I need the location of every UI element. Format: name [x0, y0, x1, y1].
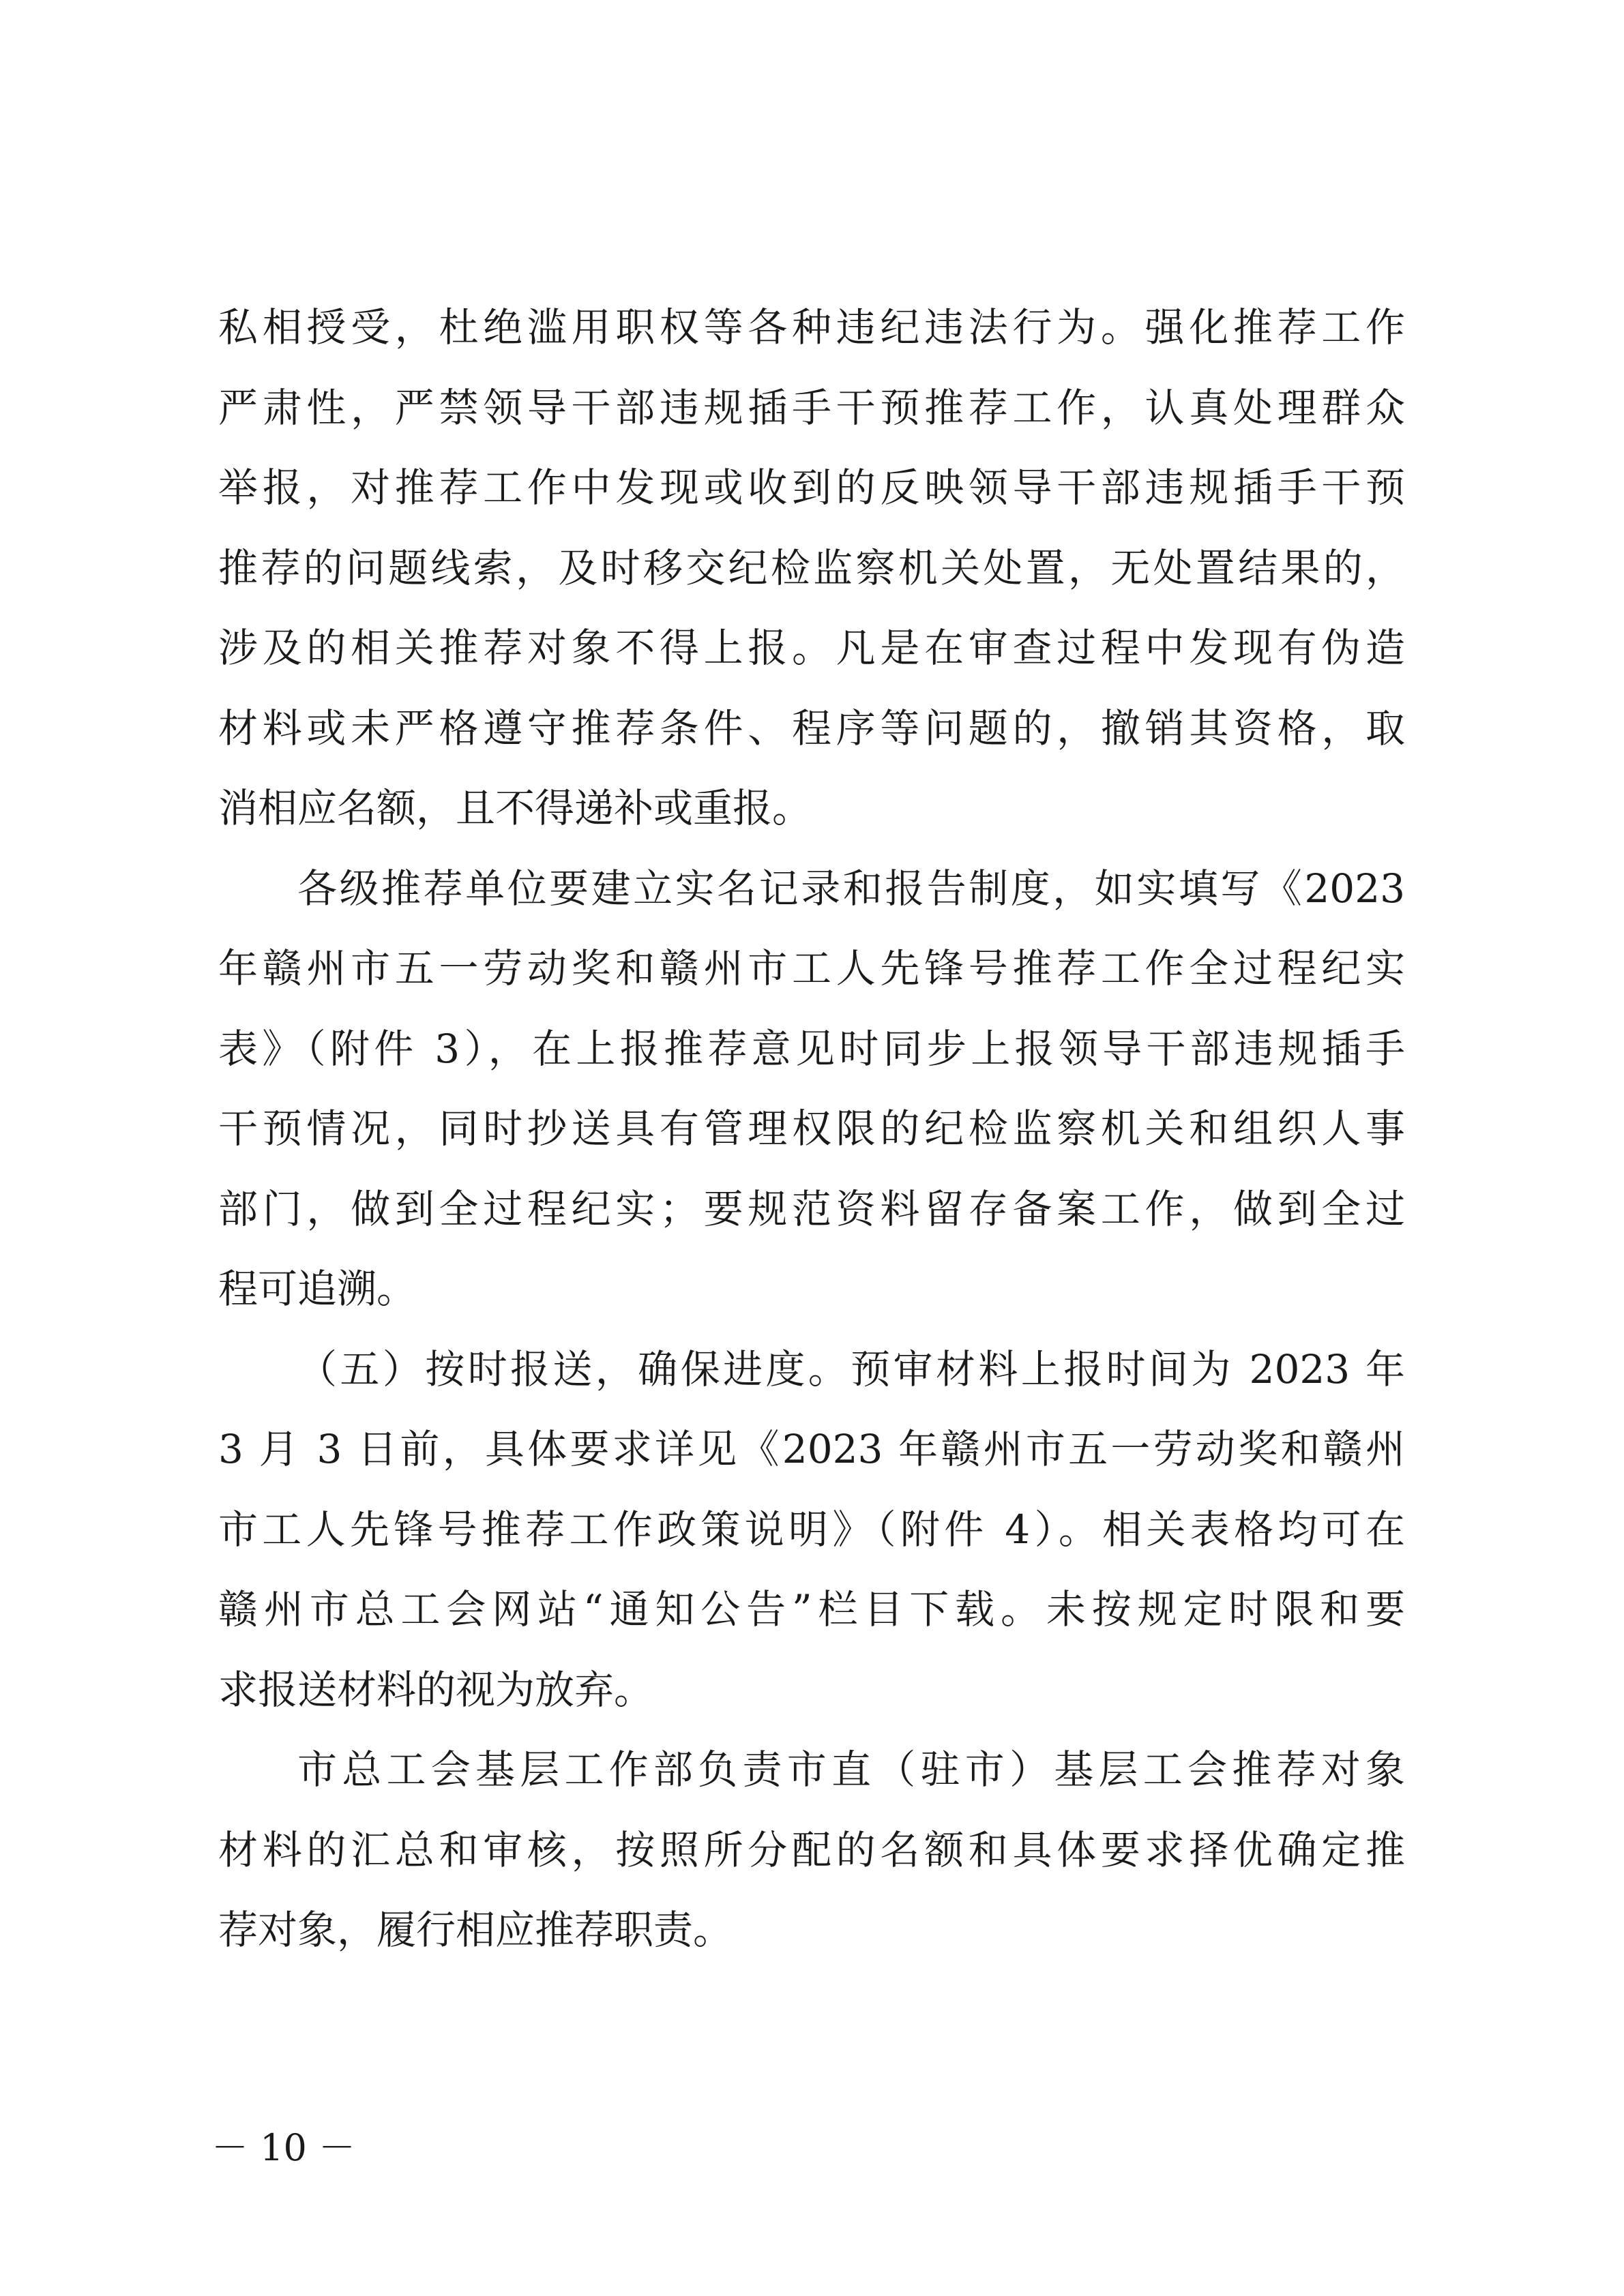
- body-text-line: 严肃性，严禁领导干部违规插手干预推荐工作，认真处理群众: [218, 385, 1405, 431]
- body-text-line: 3 月 3 日前，具体要求详见《2023 年赣州市五一劳动奖和赣州: [218, 1426, 1405, 1472]
- body-text-line: 部门，做到全过程纪实；要规范资料留存备案工作，做到全过: [218, 1186, 1405, 1232]
- body-text-line: 举报，对推荐工作中发现或收到的反映领导干部违规插手干预: [218, 464, 1405, 511]
- section-heading-line: （五）按时报送，确保进度。预审材料上报时间为 2023 年: [297, 1346, 1405, 1392]
- body-text-line: 荐对象，履行相应推荐职责。: [218, 1907, 733, 1953]
- body-text-line: 市工人先锋号推荐工作政策说明》（附件 4）。相关表格均可在: [218, 1506, 1405, 1553]
- body-text-line: 表》（附件 3），在上报推荐意见时同步上报领导干部违规插手: [218, 1026, 1405, 1072]
- body-text-line: 推荐的问题线索，及时移交纪检监察机关处置，无处置结果的，: [218, 545, 1405, 591]
- body-text-line: 消相应名额，且不得递补或重报。: [218, 785, 812, 831]
- body-text-line: 程可追溯。: [218, 1266, 417, 1312]
- body-text-line: 求报送材料的视为放弃。: [218, 1667, 654, 1713]
- paragraph-first-line: 各级推荐单位要建立实名记录和报告制度，如实填写《2023: [297, 865, 1405, 912]
- paragraph-first-line: 市总工会基层工作部负责市直（驻市）基层工会推荐对象: [297, 1746, 1405, 1793]
- body-text-line: 私相授受，杜绝滥用职权等各种违纪违法行为。强化推荐工作: [218, 304, 1405, 351]
- body-text-line: 材料的汇总和审核，按照所分配的名额和具体要求择优确定推: [218, 1827, 1405, 1873]
- body-text-line: 干预情况，同时抄送具有管理权限的纪检监察机关和组织人事: [218, 1105, 1405, 1152]
- body-text-line: 年赣州市五一劳动奖和赣州市工人先锋号推荐工作全过程纪实: [218, 945, 1405, 992]
- page-number: － 10 －: [211, 2126, 356, 2169]
- body-text-line: 涉及的相关推荐对象不得上报。凡是在审查过程中发现有伪造: [218, 625, 1405, 671]
- body-text-line: 材料或未严格遵守推荐条件、程序等问题的，撤销其资格，取: [218, 705, 1405, 751]
- body-text-line: 赣州市总工会网站“通知公告”栏目下载。未按规定时限和要: [218, 1586, 1405, 1632]
